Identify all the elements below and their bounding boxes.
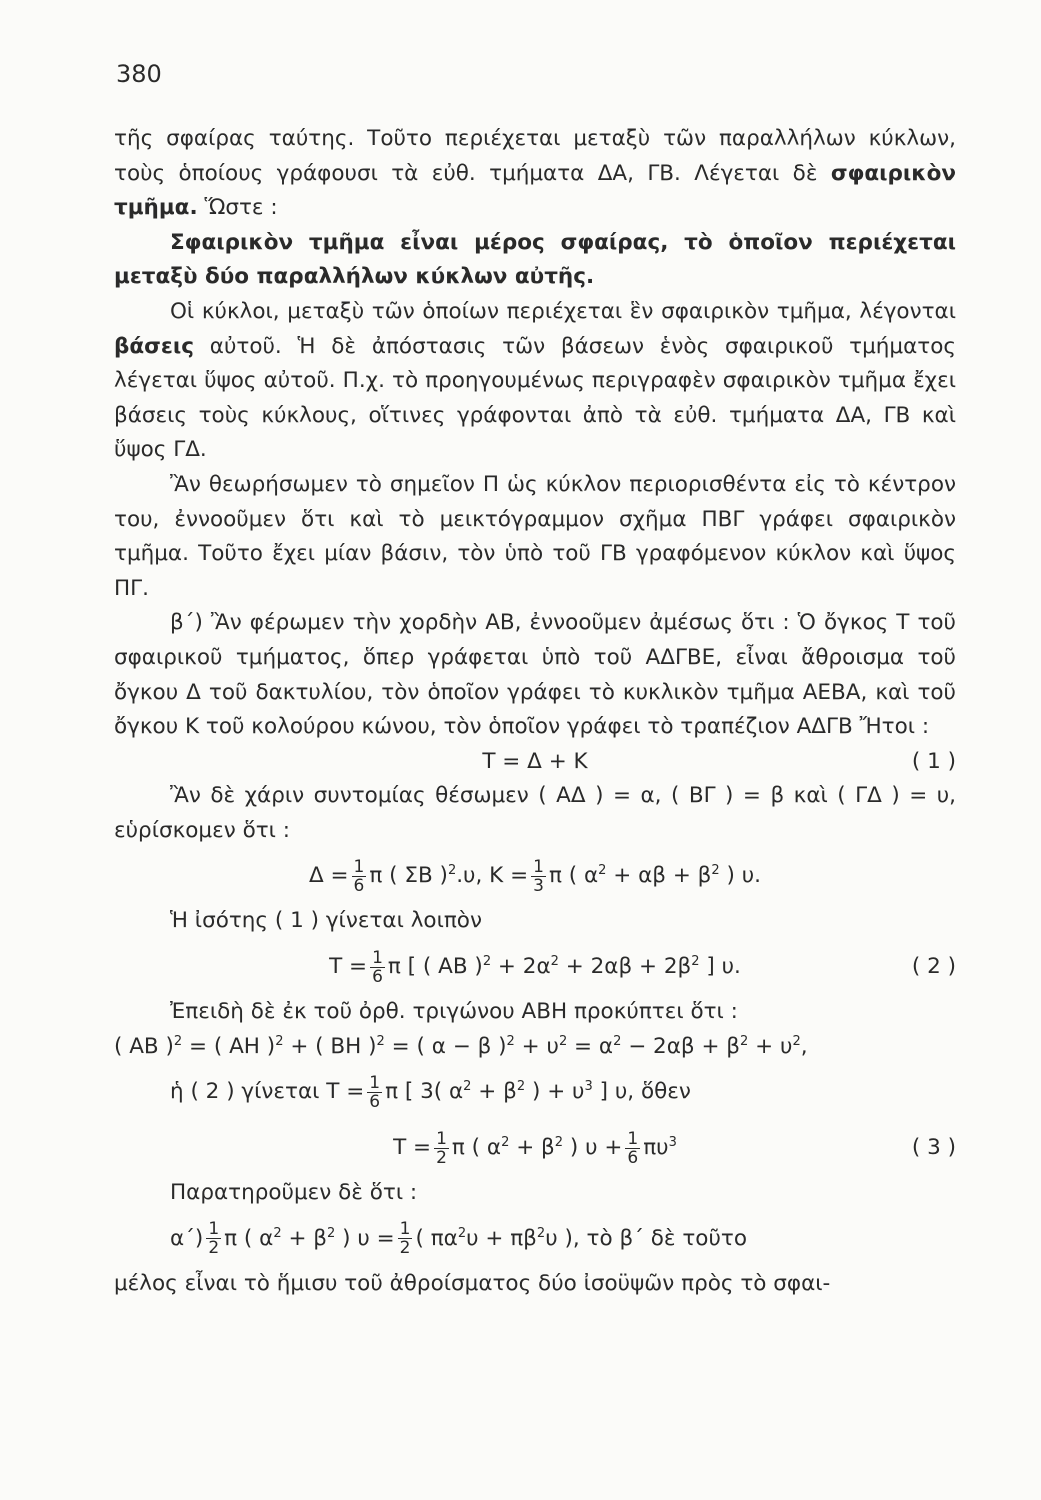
- paragraph-1: [114, 122, 956, 226]
- eql-a: ( ΑΒ ): [114, 1033, 174, 1059]
- exponent: 2: [275, 1033, 284, 1049]
- exponent: 2: [457, 1225, 467, 1241]
- eqa-c: + β: [281, 1225, 328, 1251]
- eql-h: + υ: [748, 1033, 793, 1059]
- exponent: 2: [550, 954, 559, 970]
- exponent: 3: [584, 1079, 593, 1095]
- equation-delta-kappa: [114, 848, 956, 904]
- equation-1: [114, 745, 956, 780]
- paragraph-1-text-b: Ὥστε :: [197, 195, 278, 221]
- eqd-b: π ( ΣΒ ): [369, 863, 448, 889]
- eq2-e: ] υ.: [699, 954, 741, 980]
- exponent: 2: [554, 1135, 564, 1151]
- numerator: 1: [208, 1219, 220, 1240]
- equation-alpha-body: [170, 1211, 747, 1267]
- exponent: 2: [691, 954, 700, 970]
- exponent: 2: [792, 1033, 801, 1049]
- paragraph-6: Ἡ ἰσότης ( 1 ) γίνεται λοιπὸν: [170, 908, 482, 934]
- numerator: 1: [627, 1128, 639, 1149]
- numerator: 1: [399, 1219, 411, 1240]
- eql-e: + υ: [514, 1033, 559, 1059]
- exponent: 2: [711, 863, 720, 879]
- equation-alpha: [114, 1211, 956, 1267]
- fraction-one-sixth: [367, 1074, 382, 1111]
- eqd-c: .υ, Κ =: [456, 863, 529, 889]
- equation-2: [114, 939, 956, 995]
- paragraph-7: Ἐπειδὴ δὲ ἐκ τοῦ ὀρθ. τριγώνου ΑΒΗ προκύπτει ὅτι :: [170, 999, 738, 1025]
- equation-3-body: [114, 1120, 956, 1176]
- eql-d: = ( α − β ): [384, 1033, 507, 1059]
- equation-2-number: ( 2 ): [911, 954, 956, 980]
- paragraph-5: Ἂν δὲ χάριν συντομίας θέσωμεν ( ΑΔ ) = α, ( ΒΓ ) = β καὶ ( ΓΔ ) = υ, εὑρίσκομεν ὅτι :: [114, 783, 956, 843]
- numerator: 1: [369, 1072, 381, 1093]
- eqa-a: α΄): [170, 1225, 204, 1251]
- eqe-b: π [ 3( α: [385, 1079, 464, 1105]
- fraction-one-sixth: [370, 949, 385, 986]
- fraction-one-half: [206, 1220, 221, 1257]
- equation-1-number: ( 1 ): [911, 748, 956, 774]
- definition: Σφαιρικὸν τμῆμα εἶναι μέρος σφαίρας, τὸ ὁποῖον περιέχεται μεταξὺ δύο παραλλήλων κύκλων αὐτῆς.: [114, 229, 956, 290]
- paragraph-1-text-a: τῆς σφαίρας ταύτης. Τοῦτο περιέχεται μεταξὺ τῶν παραλλήλων κύκλων, τοὺς ὁποίους γράφουσι τὰ εὐθ. τμήματα ΔΑ, ΓΒ. Λέγεται δὲ: [114, 126, 956, 186]
- paragraph-9: μέλος εἶναι τὸ ἥμισυ τοῦ ἀθροίσματος δύο ἰσοϋψῶν πρὸς τὸ σφαι-: [114, 1270, 831, 1296]
- eqd-f: ) υ.: [719, 863, 762, 889]
- denominator: 2: [436, 1147, 447, 1168]
- numerator: 1: [436, 1128, 447, 1149]
- term-spherical-segment: σφαιρικὸν τμῆμα.: [114, 160, 956, 221]
- exponent: 2: [376, 1033, 385, 1049]
- equation-1-body: Τ = Δ + Κ: [482, 748, 588, 774]
- equation-delta-kappa-body: [114, 848, 956, 904]
- fraction-one-half: [434, 1130, 449, 1167]
- paragraph-4: β΄) Ἂν φέρωμεν τὴν χορδὴν ΑΒ, ἐννοοῦμεν ἀμέσως ὅτι : Ὁ ὄγκος Τ τοῦ σφαιρικοῦ τμήματος, ὅπερ γράφεται ὑπὸ τοῦ ΑΔΓΒΕ, εἶναι ἄθροισμα τοῦ ὄγκου Δ τοῦ δακτυλίου, τὸν ὁποῖον γράφει τὸ κυκλικὸν τμῆμα ΑΕΒΑ, καὶ τοῦ ὄγκου Κ τοῦ κολούρου κώνου, τὸν ὁποῖον γράφει τὸ τραπέζιον ΑΔΓΒ Ἤτοι :: [114, 610, 956, 740]
- denominator: 6: [353, 875, 365, 896]
- eq3-a: Τ =: [393, 1135, 432, 1161]
- equation-2-body: [114, 939, 956, 995]
- exponent: 2: [501, 1135, 510, 1151]
- denominator: 2: [399, 1238, 411, 1259]
- exponent: 2: [506, 1033, 515, 1049]
- paragraph-2: [114, 295, 956, 468]
- numerator: 1: [372, 947, 383, 968]
- equation-3-number: ( 3 ): [911, 1135, 956, 1161]
- exponent: 2: [536, 1225, 546, 1241]
- eq2-b: π [ ( ΑΒ ): [387, 954, 483, 980]
- paragraph-8: Παρατηροῦμεν δὲ ὅτι :: [170, 1180, 418, 1206]
- paragraph-2-text-a: Οἱ κύκλοι, μεταξὺ τῶν ὁποίων περιέχεται ἓν σφαιρικὸν τμῆμα, λέγονται: [170, 298, 956, 324]
- eqe-e: ] υ, ὅθεν: [592, 1079, 691, 1105]
- eq3-e: πυ: [643, 1135, 669, 1161]
- eql-c: + ( ΒΗ ): [283, 1033, 377, 1059]
- eqd-d: π ( α: [548, 863, 599, 889]
- paragraph-2-text-b: αὐτοῦ. Ἡ δὲ ἀπόστασις τῶν βάσεων ἑνὸς σφαιρικοῦ τμήματος λέγεται ὕψος αὐτοῦ. Π.χ. τὸ προηγουμένως περιγραφὲν σφαιρικὸν τμῆμα ἔχει βάσεις τοὺς κύκλους, οἵτινες γράφονται ἀπὸ τὰ εὐθ. τμήματα ΔΑ, ΓΒ καὶ ὕψος ΓΔ.: [114, 333, 956, 463]
- page-number: 380: [116, 60, 162, 88]
- fraction-one-third: [531, 858, 546, 895]
- eqe-c: + β: [471, 1079, 517, 1105]
- eq2-d: + 2αβ + 2β: [558, 954, 692, 980]
- equation-ab-squared-body: [114, 1030, 808, 1065]
- fraction-one-sixth: [352, 858, 367, 895]
- eqa-d: ) υ =: [335, 1225, 395, 1251]
- eq3-d: ) υ +: [563, 1135, 623, 1161]
- exponent: 3: [668, 1135, 677, 1151]
- eq3-c: + β: [509, 1135, 555, 1161]
- eqa-g: υ ), τὸ β΄ δὲ τοῦτο: [545, 1225, 748, 1251]
- paragraph-3: Ἂν θεωρήσωμεν τὸ σημεῖον Π ὡς κύκλον περιορισθέντα εἰς τὸ κέντρον του, ἐννοοῦμεν ὅτι καὶ τὸ μεικτόγραμμον σχῆμα ΠΒΓ γράφει σφαιρικὸν τμῆμα. Τοῦτο ἔχει μίαν βάσιν, τὸν ὑπὸ τοῦ ΓΒ γραφόμενον κύκλον καὶ ὕψος ΠΓ.: [114, 471, 956, 601]
- eq2-a: Τ =: [329, 954, 368, 980]
- denominator: 2: [208, 1238, 220, 1259]
- fraction-one-sixth: [625, 1130, 640, 1167]
- denominator: 6: [369, 1091, 381, 1112]
- eq2-c: + 2α: [491, 954, 551, 980]
- exponent: 2: [613, 1033, 622, 1049]
- numerator: 1: [533, 856, 544, 877]
- equation-expanded: [114, 1064, 956, 1120]
- exponent: 2: [463, 1079, 472, 1095]
- exponent: 2: [447, 863, 457, 879]
- eq3-b: π ( α: [451, 1135, 502, 1161]
- eql-g: − 2αβ + β: [621, 1033, 741, 1059]
- exponent: 2: [558, 1033, 568, 1049]
- eqa-b: π ( α: [224, 1225, 274, 1251]
- exponent: 2: [598, 863, 607, 879]
- denominator: 3: [533, 875, 544, 896]
- page-body: [114, 122, 956, 1301]
- denominator: 6: [372, 966, 383, 987]
- eql-b: = ( ΑΗ ): [182, 1033, 276, 1059]
- equation-3: [114, 1120, 956, 1176]
- exponent: 2: [173, 1033, 183, 1049]
- exponent: 2: [516, 1079, 526, 1095]
- eqe-d: ) + υ: [525, 1079, 585, 1105]
- term-bases: βάσεις: [114, 333, 194, 359]
- eqd-e: + αβ + β: [606, 863, 712, 889]
- equation-expanded-body: [170, 1064, 691, 1120]
- denominator: 6: [627, 1147, 639, 1168]
- eqe-a: ἡ ( 2 ) γίνεται Τ =: [170, 1079, 365, 1105]
- exponent: 2: [273, 1225, 282, 1241]
- fraction-one-half: [398, 1220, 413, 1257]
- eqa-e: ( πα: [415, 1225, 458, 1251]
- eqa-f: υ + πβ: [466, 1225, 537, 1251]
- eqd-a: Δ =: [308, 863, 349, 889]
- exponent: 2: [327, 1225, 336, 1241]
- exponent: 2: [482, 954, 492, 970]
- eql-i: ,: [800, 1033, 808, 1059]
- exponent: 2: [740, 1033, 749, 1049]
- numerator: 1: [353, 856, 365, 877]
- equation-ab-squared: [114, 1030, 956, 1065]
- eql-f: = α: [567, 1033, 614, 1059]
